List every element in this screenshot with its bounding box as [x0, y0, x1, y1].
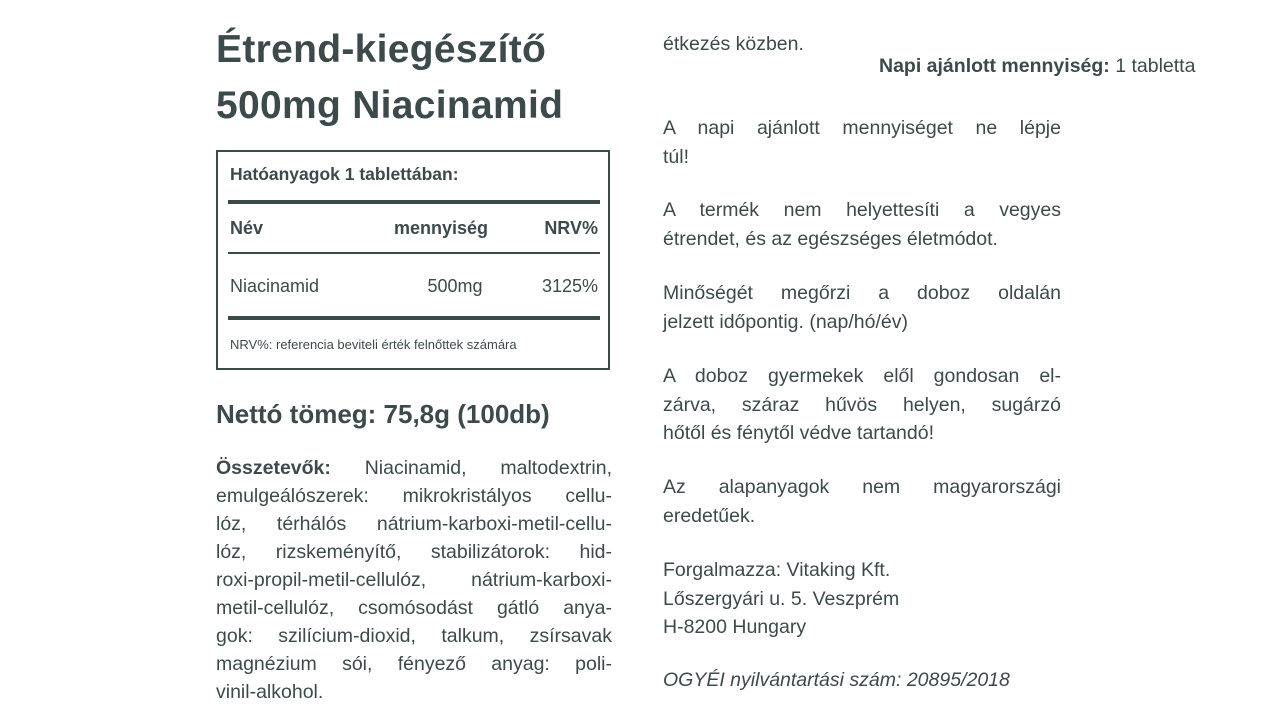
- column-header-name: Név: [230, 218, 264, 238]
- nutrition-table: [216, 150, 610, 370]
- net-weight: Nettó tömeg: 75,8g (100db): [216, 399, 550, 429]
- table-header-row: [230, 215, 598, 241]
- ingredient-nrv: 3125%: [541, 276, 598, 296]
- ingredients-line: vinil-alkohol.: [216, 681, 324, 703]
- ingredients-list: [216, 454, 612, 706]
- table-rule-bottom: [228, 316, 600, 320]
- ingredients-line: gok: szilícium-dioxid, talkum, zsírsavak: [216, 625, 612, 647]
- table-row: [230, 273, 598, 299]
- title-line-1: Étrend-kiegészítő: [216, 28, 547, 71]
- warning-exceed-paragraph: A napi ajánlott mennyiséget ne lépje túl!: [663, 117, 1061, 168]
- column-header-nrv: NRV%: [544, 218, 598, 238]
- dose-timing: étkezés közben.: [663, 33, 804, 55]
- ingredient-name: Niacinamid: [230, 276, 320, 296]
- distributor-paragraph: [663, 556, 1061, 642]
- registration-number: OGYÉI nyilvántartási szám: 20895/2018: [663, 669, 1010, 691]
- ingredients-line: emulgeálószerek: mikrokristályos cellu-: [216, 485, 612, 507]
- column-header-quantity: mennyiség: [393, 218, 489, 238]
- ingredients-line: metil-cellulóz, csomósodást gátló anya-: [216, 597, 612, 619]
- ingredients-line: lóz, térhálós nátrium-karboxi-metil-cellu-: [216, 513, 612, 535]
- ingredient-quantity: 500mg: [427, 276, 483, 296]
- left-column: [216, 22, 616, 703]
- nutrition-heading: Hatóanyagok 1 tablettában:: [230, 164, 459, 184]
- storage-paragraph: A doboz gyermekek elől gondosan el- zárva, száraz hűvös helyen, sugárzó hőtől és fénytől védve tartandó!: [663, 365, 1061, 444]
- warning-replace-paragraph: A termék nem helyettesíti a vegyes étrendet, és az egészséges életmódot.: [663, 199, 1061, 250]
- table-rule-top: [228, 200, 600, 204]
- distributor-address: Lőszergyári u. 5. Veszprém: [663, 587, 900, 610]
- origin-paragraph: Az alapanyagok nem magyarországi eredetűek.: [663, 476, 1061, 527]
- ingredients-line: magnézium sói, fényező anyag: poli-: [216, 653, 612, 675]
- ingredients-label: Összetevők:: [216, 457, 331, 479]
- ingredients-line: lóz, rizskeményítő, stabilizátorok: hid-: [216, 541, 612, 563]
- distributor-name: Forgalmazza: Vitaking Kft.: [663, 559, 891, 581]
- dose-value: 1 tabletta: [1109, 55, 1196, 77]
- dose-paragraph: [663, 30, 1196, 77]
- best-before-paragraph: Minőségét megőrzi a doboz oldalán jelzett időpontig. (nap/hó/év): [663, 282, 1061, 333]
- nrv-footnote: NRV%: referencia beviteli érték felnőttek számára: [230, 337, 517, 352]
- title-line-2: 500mg Niacinamid: [216, 84, 564, 127]
- ingredients-line: roxi-propil-metil-cellulóz, nátrium-karboxi-: [216, 569, 612, 591]
- ingredients-line: Összetevők: Niacinamid, maltodextrin,: [216, 457, 612, 479]
- product-title: [216, 22, 616, 134]
- dose-label: Napi ajánlott mennyiség:: [879, 55, 1110, 77]
- table-rule-middle: [228, 252, 600, 254]
- distributor-country: H-8200 Hungary: [663, 616, 807, 638]
